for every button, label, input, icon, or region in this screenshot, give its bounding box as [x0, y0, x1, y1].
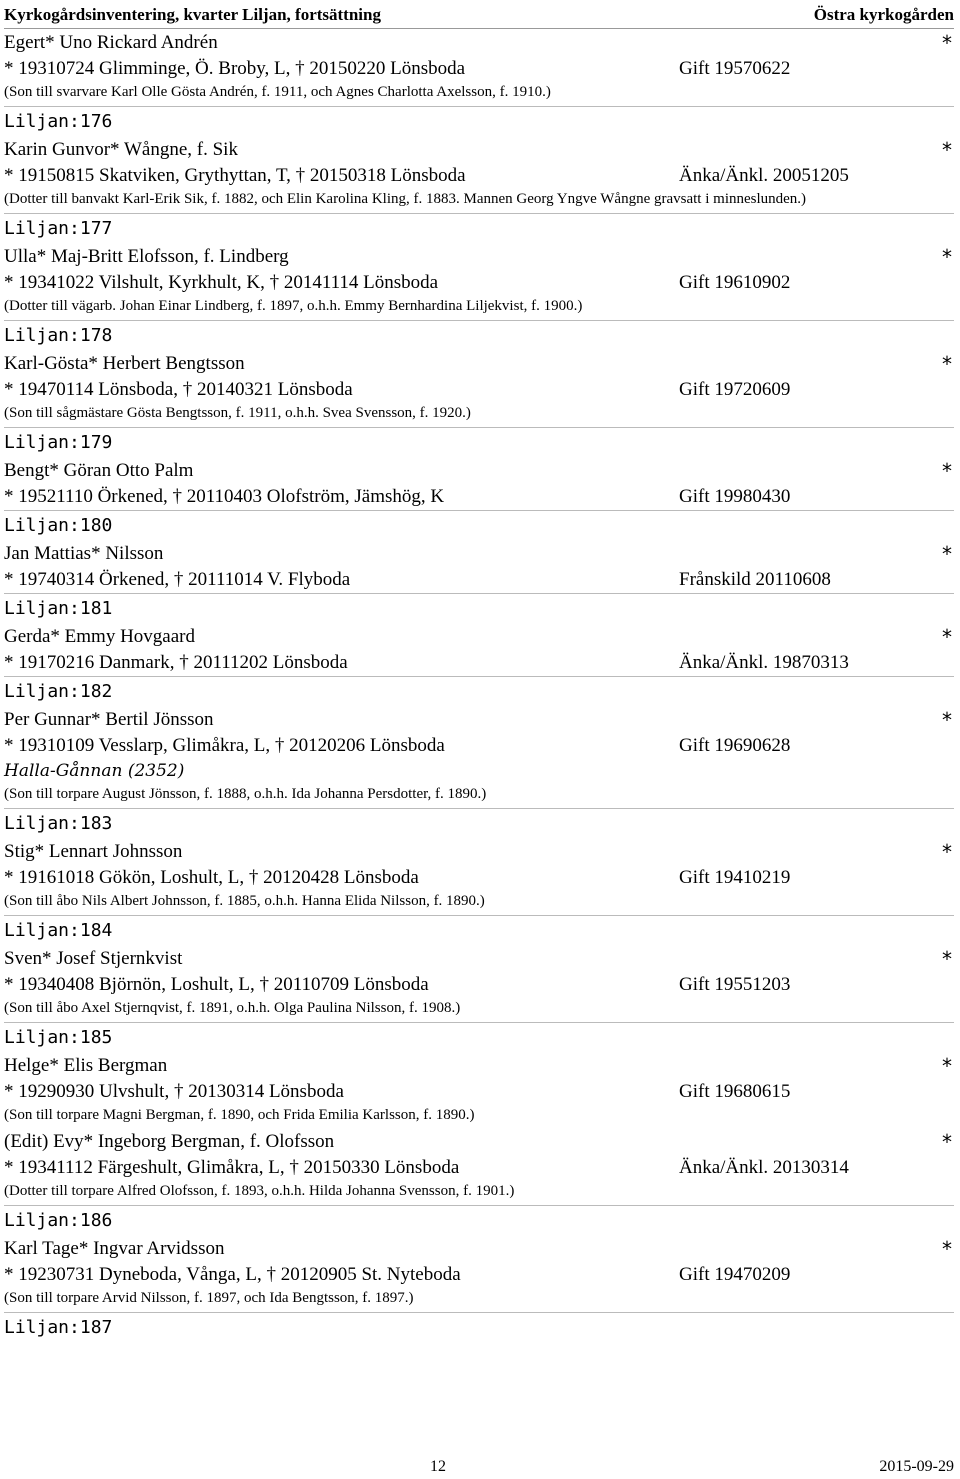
birth-death: * 19521110 Örkened, † 20110403 Olofström, Jämshög, K — [4, 486, 445, 507]
person-record — [4, 839, 954, 915]
person-record — [4, 1053, 954, 1129]
grave-title: Liljan:180 — [4, 515, 113, 536]
birth-marker: * — [942, 542, 952, 566]
person-record — [4, 707, 954, 808]
parent-note: (Dotter till vägarb. Johan Einar Lindberg, f. 1897, o.h.h. Emmy Bernhardina Liljekvist, f. 1900.) — [4, 298, 583, 314]
civil-status: Gift 19680615 — [679, 1081, 791, 1102]
life-dates — [4, 1155, 954, 1181]
birth-death: * 19341022 Vilshult, Kyrkhult, K, † 20141114 Lönsboda — [4, 272, 439, 293]
parent-note: (Son till torpare Magni Bergman, f. 1890, och Frida Emilia Karlsson, f. 1890.) — [4, 1107, 475, 1123]
birth-marker: * — [942, 1054, 952, 1078]
birth-death: * 19161018 Gökön, Loshult, L, † 20120428 Lönsboda — [4, 867, 419, 888]
birth-marker: * — [942, 840, 952, 864]
birth-death: * 19310724 Glimminge, Ö. Broby, L, † 20150220 Lönsboda — [4, 58, 466, 79]
person-name-row — [4, 541, 954, 567]
person-name: Karl-Gösta* Herbert Bengtsson — [4, 353, 245, 374]
person-name: Sven* Josef Stjernkvist — [4, 948, 183, 969]
civil-status: Gift 19690628 — [679, 735, 791, 756]
person-record — [4, 244, 954, 320]
person-record — [4, 30, 954, 106]
birth-marker: * — [942, 31, 952, 55]
birth-death: * 19170216 Danmark, † 20111202 Lönsboda — [4, 652, 348, 673]
person-name: Karl Tage* Ingvar Arvidsson — [4, 1238, 225, 1259]
person-name-row — [4, 137, 954, 163]
grave-entry — [4, 808, 954, 915]
person-name-row — [4, 839, 954, 865]
birth-marker: * — [942, 1130, 952, 1154]
person-name: Ulla* Maj-Britt Elofsson, f. Lindberg — [4, 246, 289, 267]
life-dates — [4, 650, 954, 676]
birth-marker: * — [942, 1237, 952, 1261]
life-dates — [4, 377, 954, 403]
person-record — [4, 541, 954, 593]
person-name-row — [4, 244, 954, 270]
civil-status: Änka/Änkl. 20051205 — [679, 165, 849, 186]
civil-status: Gift 19410219 — [679, 867, 791, 888]
life-dates — [4, 270, 954, 296]
birth-death: * 19740314 Örkened, † 20111014 V. Flyboda — [4, 569, 351, 590]
civil-status: Frånskild 20110608 — [679, 569, 831, 590]
life-dates — [4, 567, 954, 593]
civil-status: Gift 19470209 — [679, 1264, 791, 1285]
grave-title: Liljan:183 — [4, 813, 113, 834]
life-dates — [4, 865, 954, 891]
grave-entry — [4, 915, 954, 1022]
person-name-row — [4, 1236, 954, 1262]
birth-death: * 19310109 Vesslarp, Glimåkra, L, † 20120206 Lönsboda — [4, 735, 445, 756]
person-name-row — [4, 946, 954, 972]
person-name: Stig* Lennart Johnsson — [4, 841, 183, 862]
person-record — [4, 946, 954, 1022]
grave-title: Liljan:187 — [4, 1317, 113, 1338]
life-dates — [4, 1262, 954, 1288]
header-cemetery: Östra kyrkogården — [813, 5, 954, 24]
grave-entry — [4, 213, 954, 320]
birth-death: * 19470114 Lönsboda, † 20140321 Lönsboda — [4, 379, 353, 400]
person-name-row — [4, 1053, 954, 1079]
person-record — [4, 624, 954, 676]
birth-marker: * — [942, 708, 952, 732]
life-dates — [4, 484, 954, 510]
civil-status: Gift 19980430 — [679, 486, 791, 507]
farm-name: Halla-Gånnan (2352) — [4, 761, 185, 781]
civil-status: Gift 19551203 — [679, 974, 791, 995]
grave-list — [4, 30, 954, 1343]
person-record — [4, 1236, 954, 1312]
grave-title: Liljan:178 — [4, 325, 113, 346]
civil-status: Gift 19610902 — [679, 272, 791, 293]
person-name-row — [4, 351, 954, 377]
person-name-row — [4, 458, 954, 484]
grave-entry — [4, 593, 954, 676]
birth-marker: * — [942, 947, 952, 971]
grave-entry — [4, 106, 954, 213]
parent-note: (Son till åbo Nils Albert Johnsson, f. 1885, o.h.h. Hanna Elida Nilsson, f. 1890.) — [4, 893, 485, 909]
page-footer — [0, 1458, 960, 1478]
page-header — [4, 2, 954, 29]
person-name: Helge* Elis Bergman — [4, 1055, 168, 1076]
grave-entry — [4, 427, 954, 510]
parent-note: (Dotter till banvakt Karl-Erik Sik, f. 1882, och Elin Karolina Kling, f. 1883. Mannen Georg Yngve Wångne gravsatt i minneslunden.) — [4, 191, 807, 207]
person-name: Jan Mattias* Nilsson — [4, 543, 164, 564]
parent-note: (Dotter till torpare Alfred Olofsson, f. 1893, o.h.h. Hilda Johanna Svensson, f. 1901.) — [4, 1183, 515, 1199]
print-date: 2015-09-29 — [879, 1458, 954, 1475]
person-name-row — [4, 1129, 954, 1155]
grave-entry — [4, 1312, 954, 1343]
grave-title: Liljan:182 — [4, 681, 113, 702]
grave-entry — [4, 510, 954, 593]
grave-entry — [4, 676, 954, 808]
grave-title: Liljan:185 — [4, 1027, 113, 1048]
person-name: Bengt* Göran Otto Palm — [4, 460, 194, 481]
grave-entry — [4, 30, 954, 106]
grave-entry — [4, 1022, 954, 1205]
birth-death: * 19340408 Björnön, Loshult, L, † 20110709 Lönsboda — [4, 974, 429, 995]
page-number: 12 — [430, 1458, 446, 1475]
grave-title: Liljan:177 — [4, 218, 113, 239]
parent-note: (Son till åbo Axel Stjernqvist, f. 1891, o.h.h. Olga Paulina Nilsson, f. 1908.) — [4, 1000, 461, 1016]
life-dates — [4, 56, 954, 82]
birth-death: * 19230731 Dyneboda, Vånga, L, † 20120905 St. Nyteboda — [4, 1264, 461, 1285]
parent-note: (Son till svarvare Karl Olle Gösta Andrén, f. 1911, och Agnes Charlotta Axelsson, f. 1910.) — [4, 84, 551, 100]
person-name: (Edit) Evy* Ingeborg Bergman, f. Olofsson — [4, 1131, 335, 1152]
person-record — [4, 1129, 954, 1205]
parent-note: (Son till torpare Arvid Nilsson, f. 1897, och Ida Bengtsson, f. 1897.) — [4, 1290, 414, 1306]
birth-marker: * — [942, 459, 952, 483]
person-record — [4, 458, 954, 510]
grave-title: Liljan:176 — [4, 111, 113, 132]
life-dates — [4, 163, 954, 189]
person-record — [4, 351, 954, 427]
parent-note: (Son till sågmästare Gösta Bengtsson, f. 1911, o.h.h. Svea Svensson, f. 1920.) — [4, 405, 471, 421]
grave-title: Liljan:184 — [4, 920, 113, 941]
life-dates — [4, 1079, 954, 1105]
grave-title: Liljan:186 — [4, 1210, 113, 1231]
person-name-row — [4, 707, 954, 733]
birth-marker: * — [942, 352, 952, 376]
person-name-row — [4, 624, 954, 650]
header-title: Kyrkogårdsinventering, kvarter Liljan, fortsättning — [4, 5, 381, 24]
person-name: Per Gunnar* Bertil Jönsson — [4, 709, 214, 730]
parent-note: (Son till torpare August Jönsson, f. 1888, o.h.h. Ida Johanna Persdotter, f. 1890.) — [4, 786, 487, 802]
grave-title: Liljan:181 — [4, 598, 113, 619]
birth-death: * 19290930 Ulvshult, † 20130314 Lönsboda — [4, 1081, 344, 1102]
birth-marker: * — [942, 625, 952, 649]
person-record — [4, 137, 954, 213]
civil-status: Gift 19720609 — [679, 379, 791, 400]
life-dates — [4, 972, 954, 998]
person-name: Gerda* Emmy Hovgaard — [4, 626, 195, 647]
person-name: Egert* Uno Rickard Andrén — [4, 32, 218, 53]
birth-marker: * — [942, 245, 952, 269]
person-name: Karin Gunvor* Wångne, f. Sik — [4, 139, 238, 160]
civil-status: Änka/Änkl. 19870313 — [679, 652, 849, 673]
civil-status: Änka/Änkl. 20130314 — [679, 1157, 849, 1178]
birth-marker: * — [942, 138, 952, 162]
grave-entry — [4, 1205, 954, 1312]
birth-death: * 19150815 Skatviken, Grythyttan, T, † 20150318 Lönsboda — [4, 165, 466, 186]
person-name-row — [4, 30, 954, 56]
civil-status: Gift 19570622 — [679, 58, 791, 79]
grave-entry — [4, 320, 954, 427]
birth-death: * 19341112 Färgeshult, Glimåkra, L, † 20150330 Lönsboda — [4, 1157, 460, 1178]
life-dates — [4, 733, 954, 759]
grave-title: Liljan:179 — [4, 432, 113, 453]
